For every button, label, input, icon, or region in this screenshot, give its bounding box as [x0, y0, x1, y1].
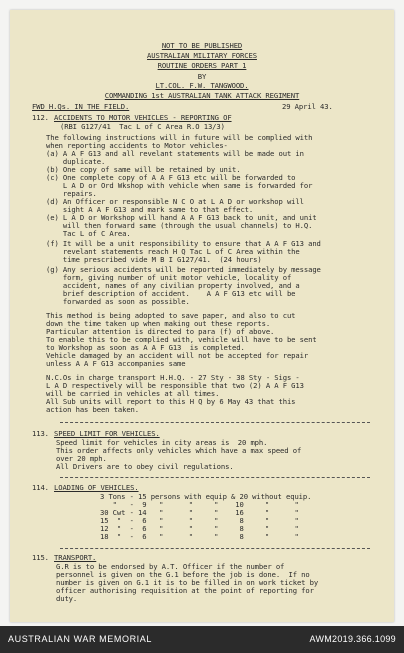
section-115-line: duty.	[56, 594, 78, 603]
section-113-line: Speed limit for vehicles in city areas is 20 mph.	[56, 438, 268, 447]
loading-row: 3 Tons - 15 persons with equip & 20 without equip.	[100, 492, 312, 501]
command-line: COMMANDING 1st AUSTRALIAN TANK ATTACK REGIMENT	[104, 91, 300, 100]
section-115-heading: TRANSPORT.	[54, 553, 97, 562]
section-112-paragraph: This method is being adopted to save paper, and also to cut	[46, 311, 296, 320]
section-112-paragraph: down the time taken up when making out these reports.	[46, 319, 271, 328]
loading-row: 15 " - 6 " " " 8 " "	[100, 516, 299, 525]
loading-row: 18 " - 6 " " " 8 " "	[100, 532, 299, 541]
section-112-paragraph: To enable this to be complied with, vehicle will have to be sent	[46, 335, 317, 344]
section-112-item-a: (a) A A F G13 and all revelant statements will be made out in	[46, 149, 304, 158]
section-divider	[60, 477, 370, 478]
section-114-number: 114.	[32, 483, 49, 492]
section-112-item-c: repairs.	[46, 189, 97, 198]
section-112-paragraph: L A D respectively will be responsible that two (2) A A F G13	[46, 381, 304, 390]
loading-row: " - 9 " " " 10 " "	[100, 500, 299, 509]
section-112-item-f: time prescribed vide M B I G127/41. (24 hours)	[46, 255, 262, 264]
section-112-paragraph: Vehicle damaged by an accident will not be accepted for repair	[46, 351, 309, 360]
section-divider	[60, 422, 370, 423]
section-112-item-g: forwarded as soon as possible.	[46, 297, 190, 306]
section-112-line: The following instructions will in future will be complied with	[46, 133, 313, 142]
section-115-number: 115.	[32, 553, 49, 562]
section-114-heading: LOADING OF VEHICLES.	[54, 483, 139, 492]
section-112-item-c: L A D or Ord Wkshop with vehicle when same is forwarded for	[46, 181, 313, 190]
section-113-line: All Drivers are to obey civil regulations.	[56, 462, 234, 471]
section-112-item-e: (e) L A D or Workshop will hand A A F G13 back to unit, and unit	[46, 213, 317, 222]
section-112-item-g: brief description of accident. A A F G13 etc will be	[46, 289, 296, 298]
accession-number: AWM2019.366.1099	[309, 634, 396, 644]
section-115-line: G.R is to be endorsed by A.T. Officer if the number of	[56, 562, 285, 571]
section-112-item-b: (b) One copy of same will be retained by unit.	[46, 165, 241, 174]
section-112-item-c: (c) One complete copy of A A F G13 etc will be forwarded to	[46, 173, 296, 182]
section-112-line: when reporting accidents to Motor vehicles-	[46, 141, 228, 150]
section-113-number: 113.	[32, 429, 49, 438]
section-113-line: over 20 mph.	[56, 454, 107, 463]
document-page	[10, 10, 394, 622]
section-115-line: personnel is given on the G.1 before the job is done. If no	[56, 570, 310, 579]
section-112-item-f: revelant statements reach H Q Tac L of C Area within the	[46, 247, 300, 256]
section-112-item-e: Tac L of C Area.	[46, 229, 131, 238]
section-115-line: number is given on G.1 it is to be filled in on work ticket by	[56, 578, 319, 587]
section-115-line: officer authorising requisition at the point of reporting for	[56, 586, 314, 595]
section-112-paragraph: action has been taken.	[46, 405, 139, 414]
section-112-number: 112.	[32, 113, 49, 122]
section-112-item-e: will then forward same (through the usual channels) to H.Q.	[46, 221, 313, 230]
section-divider	[60, 548, 370, 549]
officer-name: LT.COL. F.W. TANGWOOD.	[155, 81, 249, 90]
institution-name: AUSTRALIAN WAR MEMORIAL	[8, 634, 152, 644]
section-112-item-g: (g) Any serious accidents will be reported immediately by message	[46, 265, 321, 274]
order-date: 29 April 43.	[282, 102, 333, 111]
archive-footer	[0, 626, 404, 653]
section-112-item-g: accident, names of any civilian property involved, and a	[46, 281, 300, 290]
loading-row: 12 " - 6 " " " 8 " "	[100, 524, 299, 533]
organisation-heading: AUSTRALIAN MILITARY FORCES	[147, 51, 257, 60]
section-112-reference: (RBI G127/41 Tac L of C Area R.O 13/3)	[60, 122, 225, 131]
section-113-line: This order affects only vehicles which have a max speed of	[56, 446, 302, 455]
location-line: FWD H.Qs. IN THE FIELD.	[32, 102, 130, 111]
section-112-heading: ACCIDENTS TO MOTOR VEHICLES - REPORTING OF	[54, 113, 232, 122]
section-112-paragraph: N.C.Os in charge transport H.H.Q. - 27 Sty - 38 Sty - Sigs -	[46, 373, 300, 382]
section-112-paragraph: to Workshop as soon as A A F G13 is completed.	[46, 343, 245, 352]
document-title: ROUTINE ORDERS PART 1	[157, 61, 247, 70]
section-112-item-d: sight A A F G13 and mark same to that effect.	[46, 205, 254, 214]
loading-row: 30 Cwt - 14 " " " 16 " "	[100, 508, 299, 517]
section-112-paragraph: unless A A F G13 accompanies same	[46, 359, 186, 368]
by-line: BY	[197, 72, 207, 81]
section-112-paragraph: All Sub units will report to this H Q by 6 May 43 that this	[46, 397, 296, 406]
section-113-heading: SPEED LIMIT FOR VEHICLES.	[54, 429, 160, 438]
section-112-item-a: duplicate.	[46, 157, 106, 166]
section-112-item-f: (f) It will be a unit responsibility to ensure that A A F G13 and	[46, 239, 321, 248]
section-112-item-d: (d) An Officer or responsible N C O at L A D or workshop will	[46, 197, 304, 206]
section-112-item-g: form, giving number of unit motor vehicle, locality of	[46, 273, 292, 282]
restriction-notice: NOT TO BE PUBLISHED	[161, 41, 243, 50]
section-112-paragraph: Particular attention is directed to para (f) of above.	[46, 327, 275, 336]
section-112-paragraph: will be carried in vehicles at all times.	[46, 389, 220, 398]
